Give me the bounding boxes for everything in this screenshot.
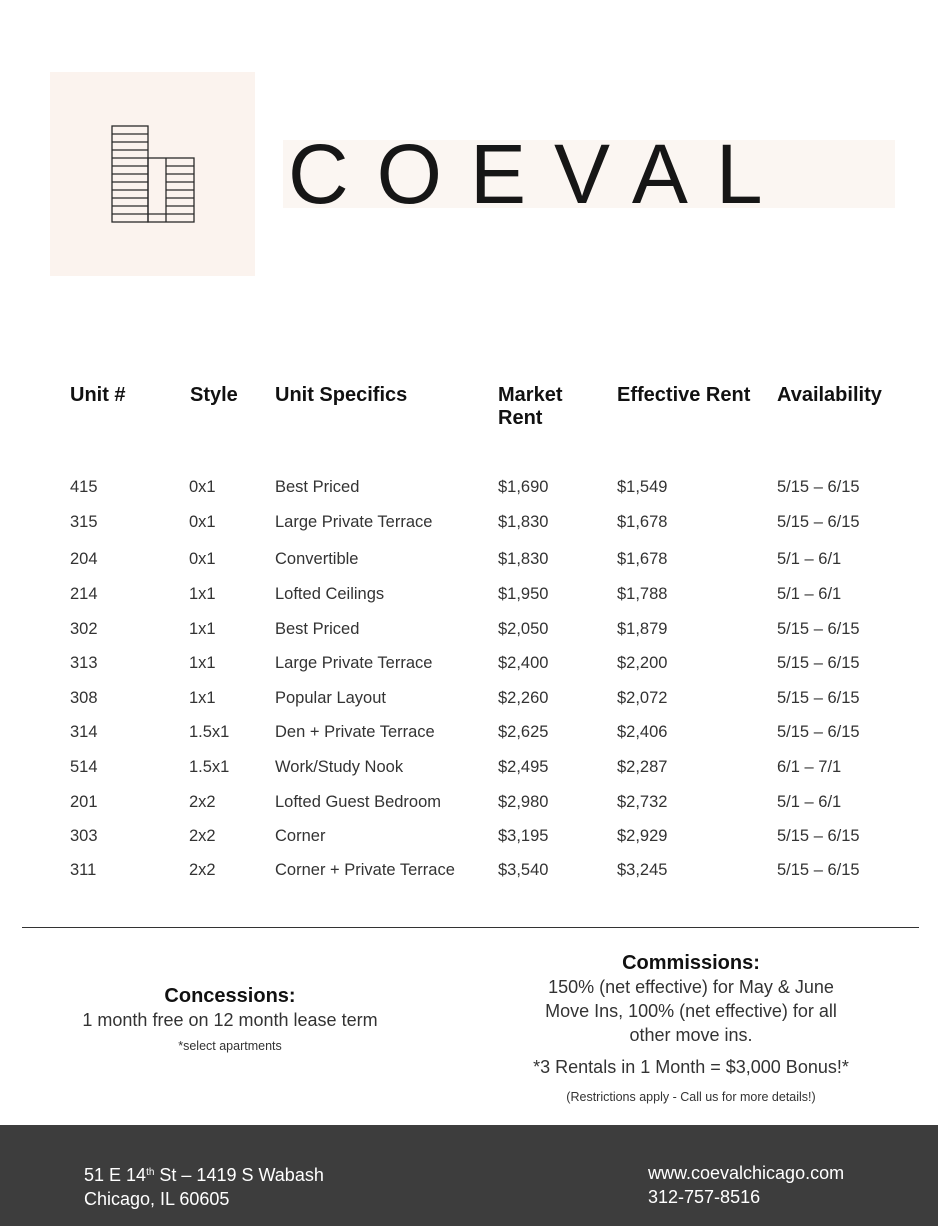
table-row — [0, 512, 938, 536]
unit-number-cell: 214 — [70, 585, 98, 603]
unit-number-cell: 204 — [70, 550, 98, 568]
footer-address — [84, 1161, 324, 1211]
effective-rent-cell: $2,287 — [617, 758, 668, 776]
availability-cell: 5/15 – 6/15 — [777, 620, 860, 638]
effective-rent-cell: $2,200 — [617, 654, 668, 672]
header-market-rent: Market Rent — [498, 384, 563, 429]
unit-specifics-cell: Popular Layout — [275, 689, 386, 707]
unit-specifics-cell: Large Private Terrace — [275, 654, 433, 672]
commissions-bonus: *3 Rentals in 1 Month = $3,000 Bonus!* — [533, 1057, 849, 1077]
unit-specifics-cell: Lofted Guest Bedroom — [275, 793, 442, 811]
unit-number-cell: 314 — [70, 723, 98, 741]
table-row — [0, 477, 938, 501]
effective-rent-cell: $3,245 — [617, 861, 668, 879]
unit-style-cell: 1x1 — [189, 620, 216, 638]
table-row — [0, 826, 938, 850]
unit-number-cell: 313 — [70, 654, 98, 672]
commissions-restrictions: (Restrictions apply - Call us for more details!) — [566, 1090, 816, 1104]
table-row — [0, 792, 938, 816]
unit-number-cell: 302 — [70, 620, 98, 638]
phone-number[interactable]: 312-757-8516 — [648, 1187, 761, 1207]
header-unit-specifics: Unit Specifics — [275, 384, 408, 406]
unit-number-cell: 315 — [70, 513, 98, 531]
availability-cell: 5/15 – 6/15 — [777, 654, 860, 672]
unit-style-cell: 2x2 — [189, 827, 216, 845]
brand-wordmark: COEVAL — [288, 127, 791, 221]
availability-cell: 5/15 – 6/15 — [777, 827, 860, 845]
availability-cell: 5/1 – 6/1 — [777, 793, 842, 811]
footer — [0, 1125, 938, 1226]
availability-cell: 5/15 – 6/15 — [777, 689, 860, 707]
table-row — [0, 860, 938, 884]
effective-rent-cell: $1,549 — [617, 478, 668, 496]
market-rent-cell: $2,625 — [498, 723, 549, 741]
availability-cell: 5/15 – 6/15 — [777, 861, 860, 879]
unit-specifics-cell: Lofted Ceilings — [275, 585, 385, 603]
concessions-title: Concessions: — [164, 985, 296, 1007]
logo-mark — [50, 72, 255, 276]
address-line-1 — [84, 1161, 324, 1187]
unit-number-cell: 303 — [70, 827, 98, 845]
header-availability: Availability — [777, 384, 882, 406]
unit-style-cell: 1x1 — [189, 689, 216, 707]
market-rent-cell: $1,690 — [498, 478, 549, 496]
availability-cell: 5/1 – 6/1 — [777, 550, 842, 568]
unit-style-cell: 0x1 — [189, 478, 216, 496]
unit-style-cell: 1.5x1 — [189, 723, 230, 741]
table-row — [0, 653, 938, 677]
unit-specifics-cell: Corner — [275, 827, 326, 845]
commissions-body: 150% (net effective) for May & June Move Ins, 100% (net effective) for all other move ins. — [545, 977, 837, 1045]
unit-style-cell: 1x1 — [189, 585, 216, 603]
market-rent-cell: $2,400 — [498, 654, 549, 672]
market-rent-cell: $2,495 — [498, 758, 549, 776]
market-rent-cell: $3,195 — [498, 827, 549, 845]
address-rest: St – 1419 S Wabash — [154, 1165, 324, 1185]
address-number: 51 E 14 — [84, 1165, 147, 1185]
effective-rent-cell: $2,072 — [617, 689, 668, 707]
unit-style-cell: 0x1 — [189, 550, 216, 568]
unit-style-cell: 2x2 — [189, 861, 216, 879]
table-row — [0, 722, 938, 746]
footer-contact — [648, 1161, 844, 1209]
unit-specifics-cell: Work/Study Nook — [275, 758, 404, 776]
unit-number-cell: 201 — [70, 793, 98, 811]
market-rent-cell: $2,050 — [498, 620, 549, 638]
unit-specifics-cell: Large Private Terrace — [275, 513, 433, 531]
availability-cell: 5/1 – 6/1 — [777, 585, 842, 603]
effective-rent-cell: $1,788 — [617, 585, 668, 603]
header-unit: Unit # — [70, 384, 126, 406]
unit-style-cell: 2x2 — [189, 793, 216, 811]
unit-style-cell: 0x1 — [189, 513, 216, 531]
availability-cell: 5/15 – 6/15 — [777, 513, 860, 531]
availability-cell: 5/15 – 6/15 — [777, 478, 860, 496]
market-rent-cell: $1,830 — [498, 550, 549, 568]
table-row — [0, 549, 938, 573]
unit-specifics-cell: Best Priced — [275, 620, 360, 638]
effective-rent-cell: $1,678 — [617, 550, 668, 568]
market-rent-cell: $1,950 — [498, 585, 549, 603]
market-rent-cell: $3,540 — [498, 861, 549, 879]
table-row — [0, 688, 938, 712]
building-bars-icon — [110, 124, 200, 224]
effective-rent-cell: $1,678 — [617, 513, 668, 531]
header-effective-rent: Effective Rent — [617, 384, 751, 406]
table-row — [0, 584, 938, 608]
concessions-block — [50, 985, 410, 1053]
concessions-body: 1 month free on 12 month lease term — [82, 1010, 378, 1030]
effective-rent-cell: $2,732 — [617, 793, 668, 811]
unit-specifics-cell: Best Priced — [275, 478, 360, 496]
website-link[interactable]: www.coevalchicago.com — [648, 1163, 845, 1183]
effective-rent-cell: $2,406 — [617, 723, 668, 741]
effective-rent-cell: $1,879 — [617, 620, 668, 638]
unit-specifics-cell: Convertible — [275, 550, 359, 568]
availability-cell: 5/15 – 6/15 — [777, 723, 860, 741]
address-suffix: th — [146, 1167, 155, 1178]
unit-style-cell: 1x1 — [189, 654, 216, 672]
unit-specifics-cell: Corner + Private Terrace — [275, 861, 455, 879]
market-rent-cell: $2,260 — [498, 689, 549, 707]
table-row — [0, 757, 938, 781]
unit-number-cell: 514 — [70, 758, 98, 776]
market-rent-cell: $2,980 — [498, 793, 549, 811]
unit-number-cell: 308 — [70, 689, 98, 707]
unit-style-cell: 1.5x1 — [189, 758, 230, 776]
concessions-note: *select apartments — [178, 1039, 282, 1053]
unit-specifics-cell: Den + Private Terrace — [275, 723, 435, 741]
availability-cell: 6/1 – 7/1 — [777, 758, 842, 776]
section-divider — [22, 927, 919, 928]
table-row — [0, 619, 938, 643]
header-style: Style — [190, 384, 238, 406]
commissions-title: Commissions: — [622, 952, 760, 974]
address-line-2: Chicago, IL 60605 — [84, 1189, 230, 1209]
unit-number-cell: 415 — [70, 478, 98, 496]
effective-rent-cell: $2,929 — [617, 827, 668, 845]
commissions-block — [511, 952, 871, 1104]
market-rent-cell: $1,830 — [498, 513, 549, 531]
unit-number-cell: 311 — [70, 861, 97, 879]
